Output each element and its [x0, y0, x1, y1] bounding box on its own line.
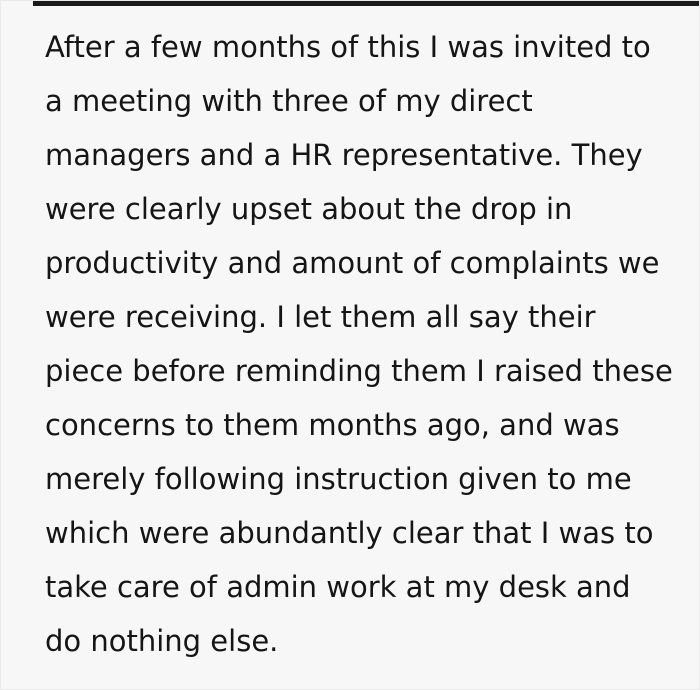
text-line: take care of admin work at my desk and	[45, 570, 631, 604]
text-line: were clearly upset about the drop in	[45, 192, 573, 226]
text-line: a meeting with three of my direct	[45, 84, 533, 118]
post-text	[45, 20, 679, 668]
text-line: do nothing else.	[45, 624, 279, 658]
text-line: concerns to them months ago, and was	[45, 408, 620, 442]
text-line: After a few months of this I was invited to	[45, 30, 651, 64]
text-line: productivity and amount of complaints we	[45, 246, 660, 280]
text-line: were receiving. I let them all say their	[45, 300, 596, 334]
top-image-edge-bar	[33, 1, 699, 6]
text-line: managers and a HR representative. They	[45, 138, 643, 172]
text-line: which were abundantly clear that I was to	[45, 516, 654, 550]
text-line: piece before reminding them I raised these	[45, 354, 673, 388]
text-line: merely following instruction given to me	[45, 462, 632, 496]
